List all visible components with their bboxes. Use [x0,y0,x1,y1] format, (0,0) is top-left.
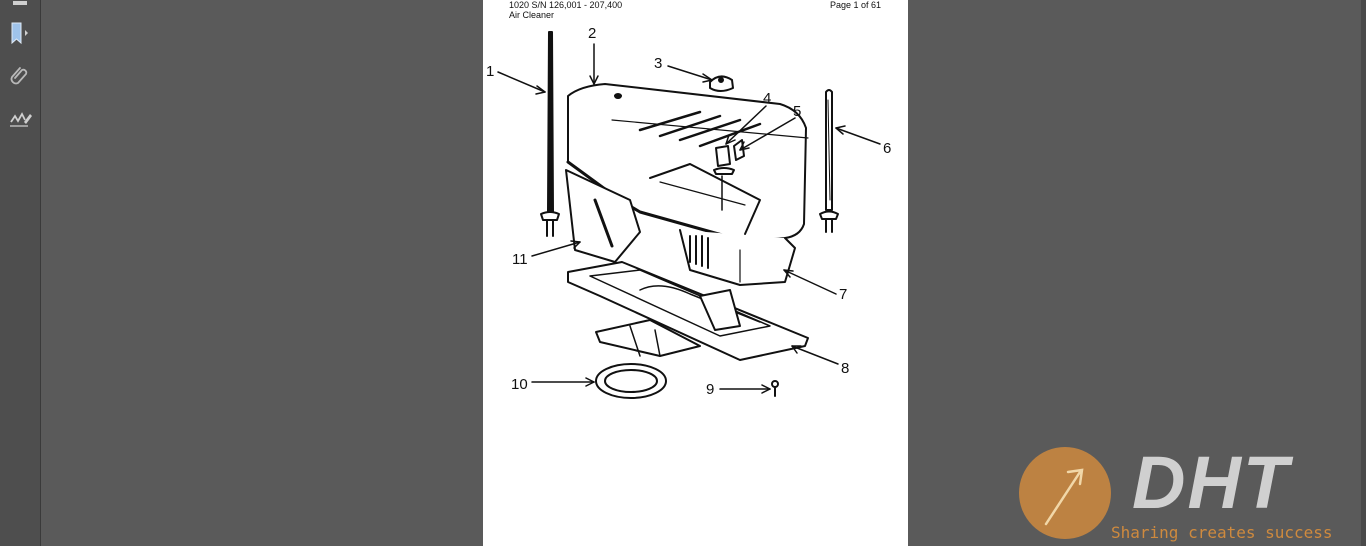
bookmark-icon[interactable] [6,20,34,48]
callout-5: 5 [793,103,802,120]
callout-10: 10 [511,376,528,393]
callout-11: 11 [512,251,528,268]
callout-9: 9 [706,381,715,398]
part-9-screw [772,381,778,396]
model-serial-range: 1020 S/N 126,001 - 207,400 [509,0,623,10]
callout-1: 1 [486,63,495,80]
air-cleaner-exploded-diagram [483,0,908,546]
watermark-tagline: Sharing creates success [1111,523,1333,542]
top-toolbar-icon[interactable] [6,0,34,16]
paperclip-icon[interactable] [6,62,34,90]
signature-icon[interactable] [6,106,34,134]
watermark-logo-icon [1018,446,1112,540]
watermark-brand: DHT [1132,441,1291,524]
page-counter: Page 1 of 61 [830,0,882,10]
callout-7: 7 [839,286,848,303]
vertical-scrollbar[interactable] [1361,0,1366,546]
part-7-filter-element [680,230,795,285]
callout-2: 2 [588,25,597,42]
part-3-knob [710,76,733,91]
callout-6: 6 [883,140,892,157]
section-title: Air Cleaner [509,10,555,20]
part-1-stud-rod [541,32,559,236]
part-10-gasket [596,364,666,398]
part-6-stud-rod [820,90,838,232]
callout-8: 8 [841,360,850,377]
callout-4: 4 [763,90,772,107]
navigation-sidebar [0,0,41,546]
callout-3: 3 [654,55,663,72]
